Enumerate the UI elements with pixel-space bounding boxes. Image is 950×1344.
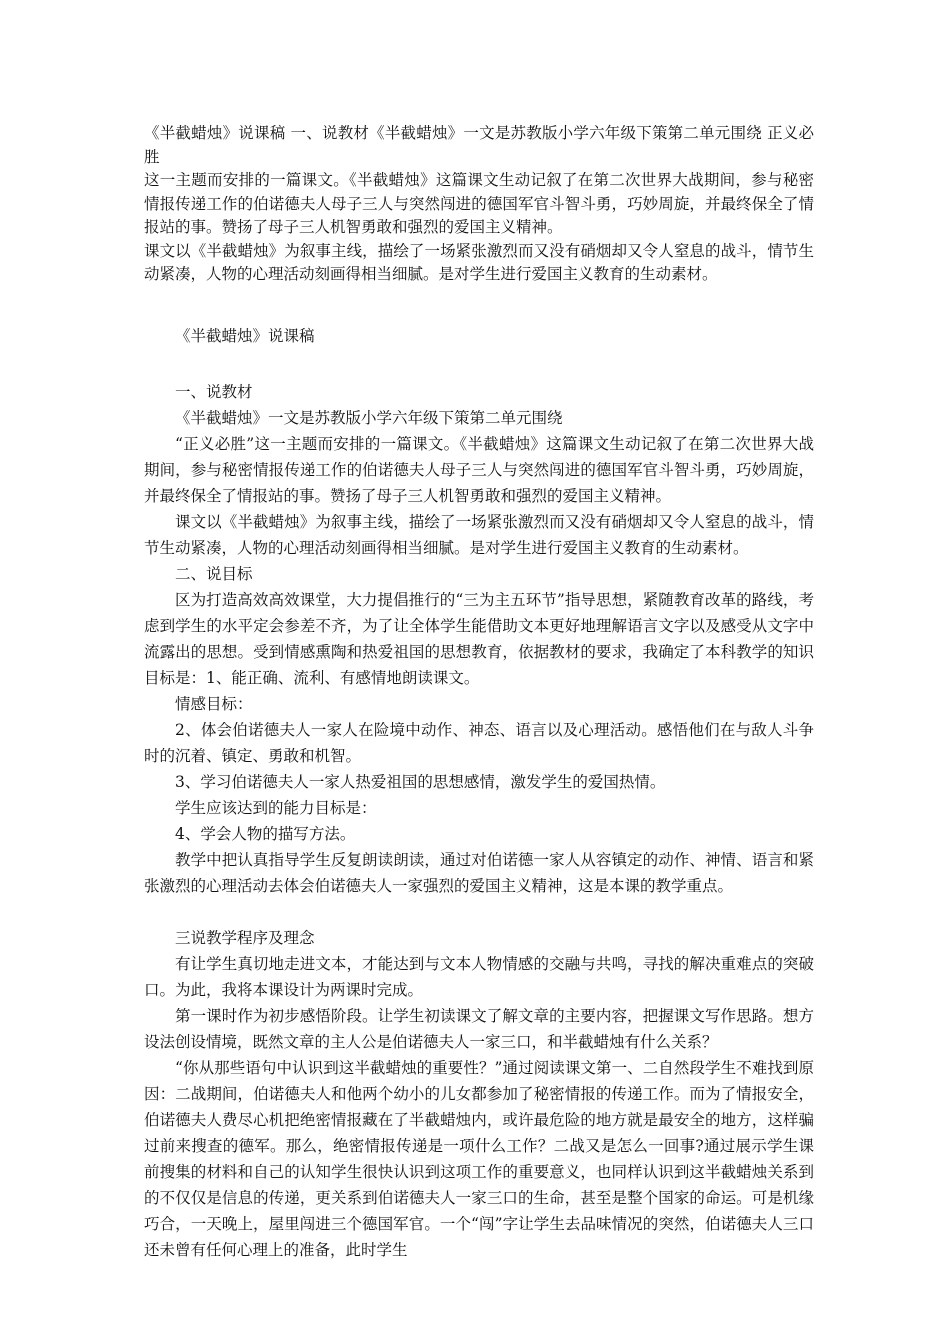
paragraph: 区为打造高效高效课堂，大力提倡推行的“三为主五环节”指导思想，紧随教育改革的路线，考虑到学生的水平定会参差不齐，为了让全体学生能借助文本更好地理解语言文字以及感受从文字中流露出的思想。受到情感熏陶和热爱祖国的思想教育，依据教材的要求，我确定了本科教学的知识目标是：1、能正确、流利、有感情地朗读课文。	[144, 591, 814, 687]
paragraph: 《半截蜡烛》一文是苏教版小学六年级下策第二单元围绕	[175, 409, 563, 427]
paragraph: “你从那些语句中认识到这半截蜡烛的重要性？”通过阅读课文第一、二自然段学生不难找到原因：二战期间，伯诺德夫人和他两个幼小的儿女都参加了秘密情报的传递工作。而为了情报安全，伯诺德夫人费尽心机把绝密情报藏在了半截蜡烛内，或许最危险的地方就是最安全的地方，这样骗过前来搜查的德军。那么，绝密情报传递是一项什么工作？二战又是怎么一回事?通过展示学生课前搜集的材料和自己的认知学生很快认识到这项工作的重要意义，也同样认识到这半截蜡烛关系到的不仅仅是信息的传递，更关系到伯诺德夫人一家三口的生命，甚至是整个国家的命运。可是机缘巧合，一天晚上，屋里闯进三个德国军官。一个“闯”字让学生去品味情况的突然，伯诺德夫人三口还未曾有任何心理上的准备，此时学生	[144, 1059, 814, 1259]
intro-paragraph-1: 《半截蜡烛》说课稿 一、说教材《半截蜡烛》一文是苏教版小学六年级下策第二单元围绕 正义必胜	[144, 124, 814, 166]
paragraph: 3、学习伯诺德夫人一家人热爱祖国的思想感情，激发学生的爱国热情。	[175, 773, 666, 791]
section-heading-3: 三说教学程序及理念	[175, 929, 315, 947]
body-section	[144, 323, 814, 1263]
intro-paragraph-3: 课文以《半截蜡烛》为叙事主线，描绘了一场紧张激烈而又没有硝烟却又令人窒息的战斗，情节生动紧凑，人物的心理活动刻画得相当细腻。是对学生进行爱国主义教育的生动素材。	[144, 241, 814, 283]
paragraph: 课文以《半截蜡烛》为叙事主线，描绘了一场紧张激烈而又没有硝烟却又令人窒息的战斗，情节生动紧凑，人物的心理活动刻画得相当细腻。是对学生进行爱国主义教育的生动素材。	[144, 513, 814, 557]
section-heading-2: 二、说目标	[175, 565, 253, 583]
paragraph: 第一课时作为初步感悟阶段。让学生初读课文了解文章的主要内容，把握课文写作思路。想方设法创设情境，既然文章的主人公是伯诺德夫人一家三口，和半截蜡烛有什么关系？	[144, 1007, 814, 1051]
intro-section	[144, 122, 814, 287]
paragraph: 4、学会人物的描写方法。	[175, 825, 356, 843]
paragraph: 2、体会伯诺德夫人一家人在险境中动作、神态、语言以及心理活动。感悟他们在与敌人斗争时的沉着、镇定、勇敢和机智。	[144, 721, 814, 765]
section-heading-1: 一、说教材	[175, 383, 253, 401]
document-title: 《半截蜡烛》说课稿	[175, 327, 315, 345]
paragraph: 有让学生真切地走进文本，才能达到与文本人物情感的交融与共鸣，寻找的解决重难点的突破口。为此，我将本课设计为两课时完成。	[144, 955, 814, 999]
paragraph: 情感目标：	[175, 695, 253, 713]
intro-paragraph-2: 这一主题而安排的一篇课文。《半截蜡烛》这篇课文生动记叙了在第二次世界大战期间，参与秘密情报传递工作的伯诺德夫人母子三人与突然闯进的德国军官斗智斗勇，巧妙周旋，并最终保全了情报站的事。赞扬了母子三人机智勇敢和强烈的爱国主义精神。	[144, 171, 814, 236]
paragraph: “正义必胜”这一主题而安排的一篇课文。《半截蜡烛》这篇课文生动记叙了在第二次世界大战期间，参与秘密情报传递工作的伯诺德夫人母子三人与突然闯进的德国军官斗智斗勇，巧妙周旋，并最终保全了情报站的事。赞扬了母子三人机智勇敢和强烈的爱国主义精神。	[144, 435, 814, 505]
paragraph: 教学中把认真指导学生反复朗读朗读，通过对伯诺德一家人从容镇定的动作、神情、语言和紧张激烈的心理活动去体会伯诺德夫人一家强烈的爱国主义精神，这是本课的教学重点。	[144, 851, 814, 895]
paragraph: 学生应该达到的能力目标是：	[175, 799, 377, 817]
